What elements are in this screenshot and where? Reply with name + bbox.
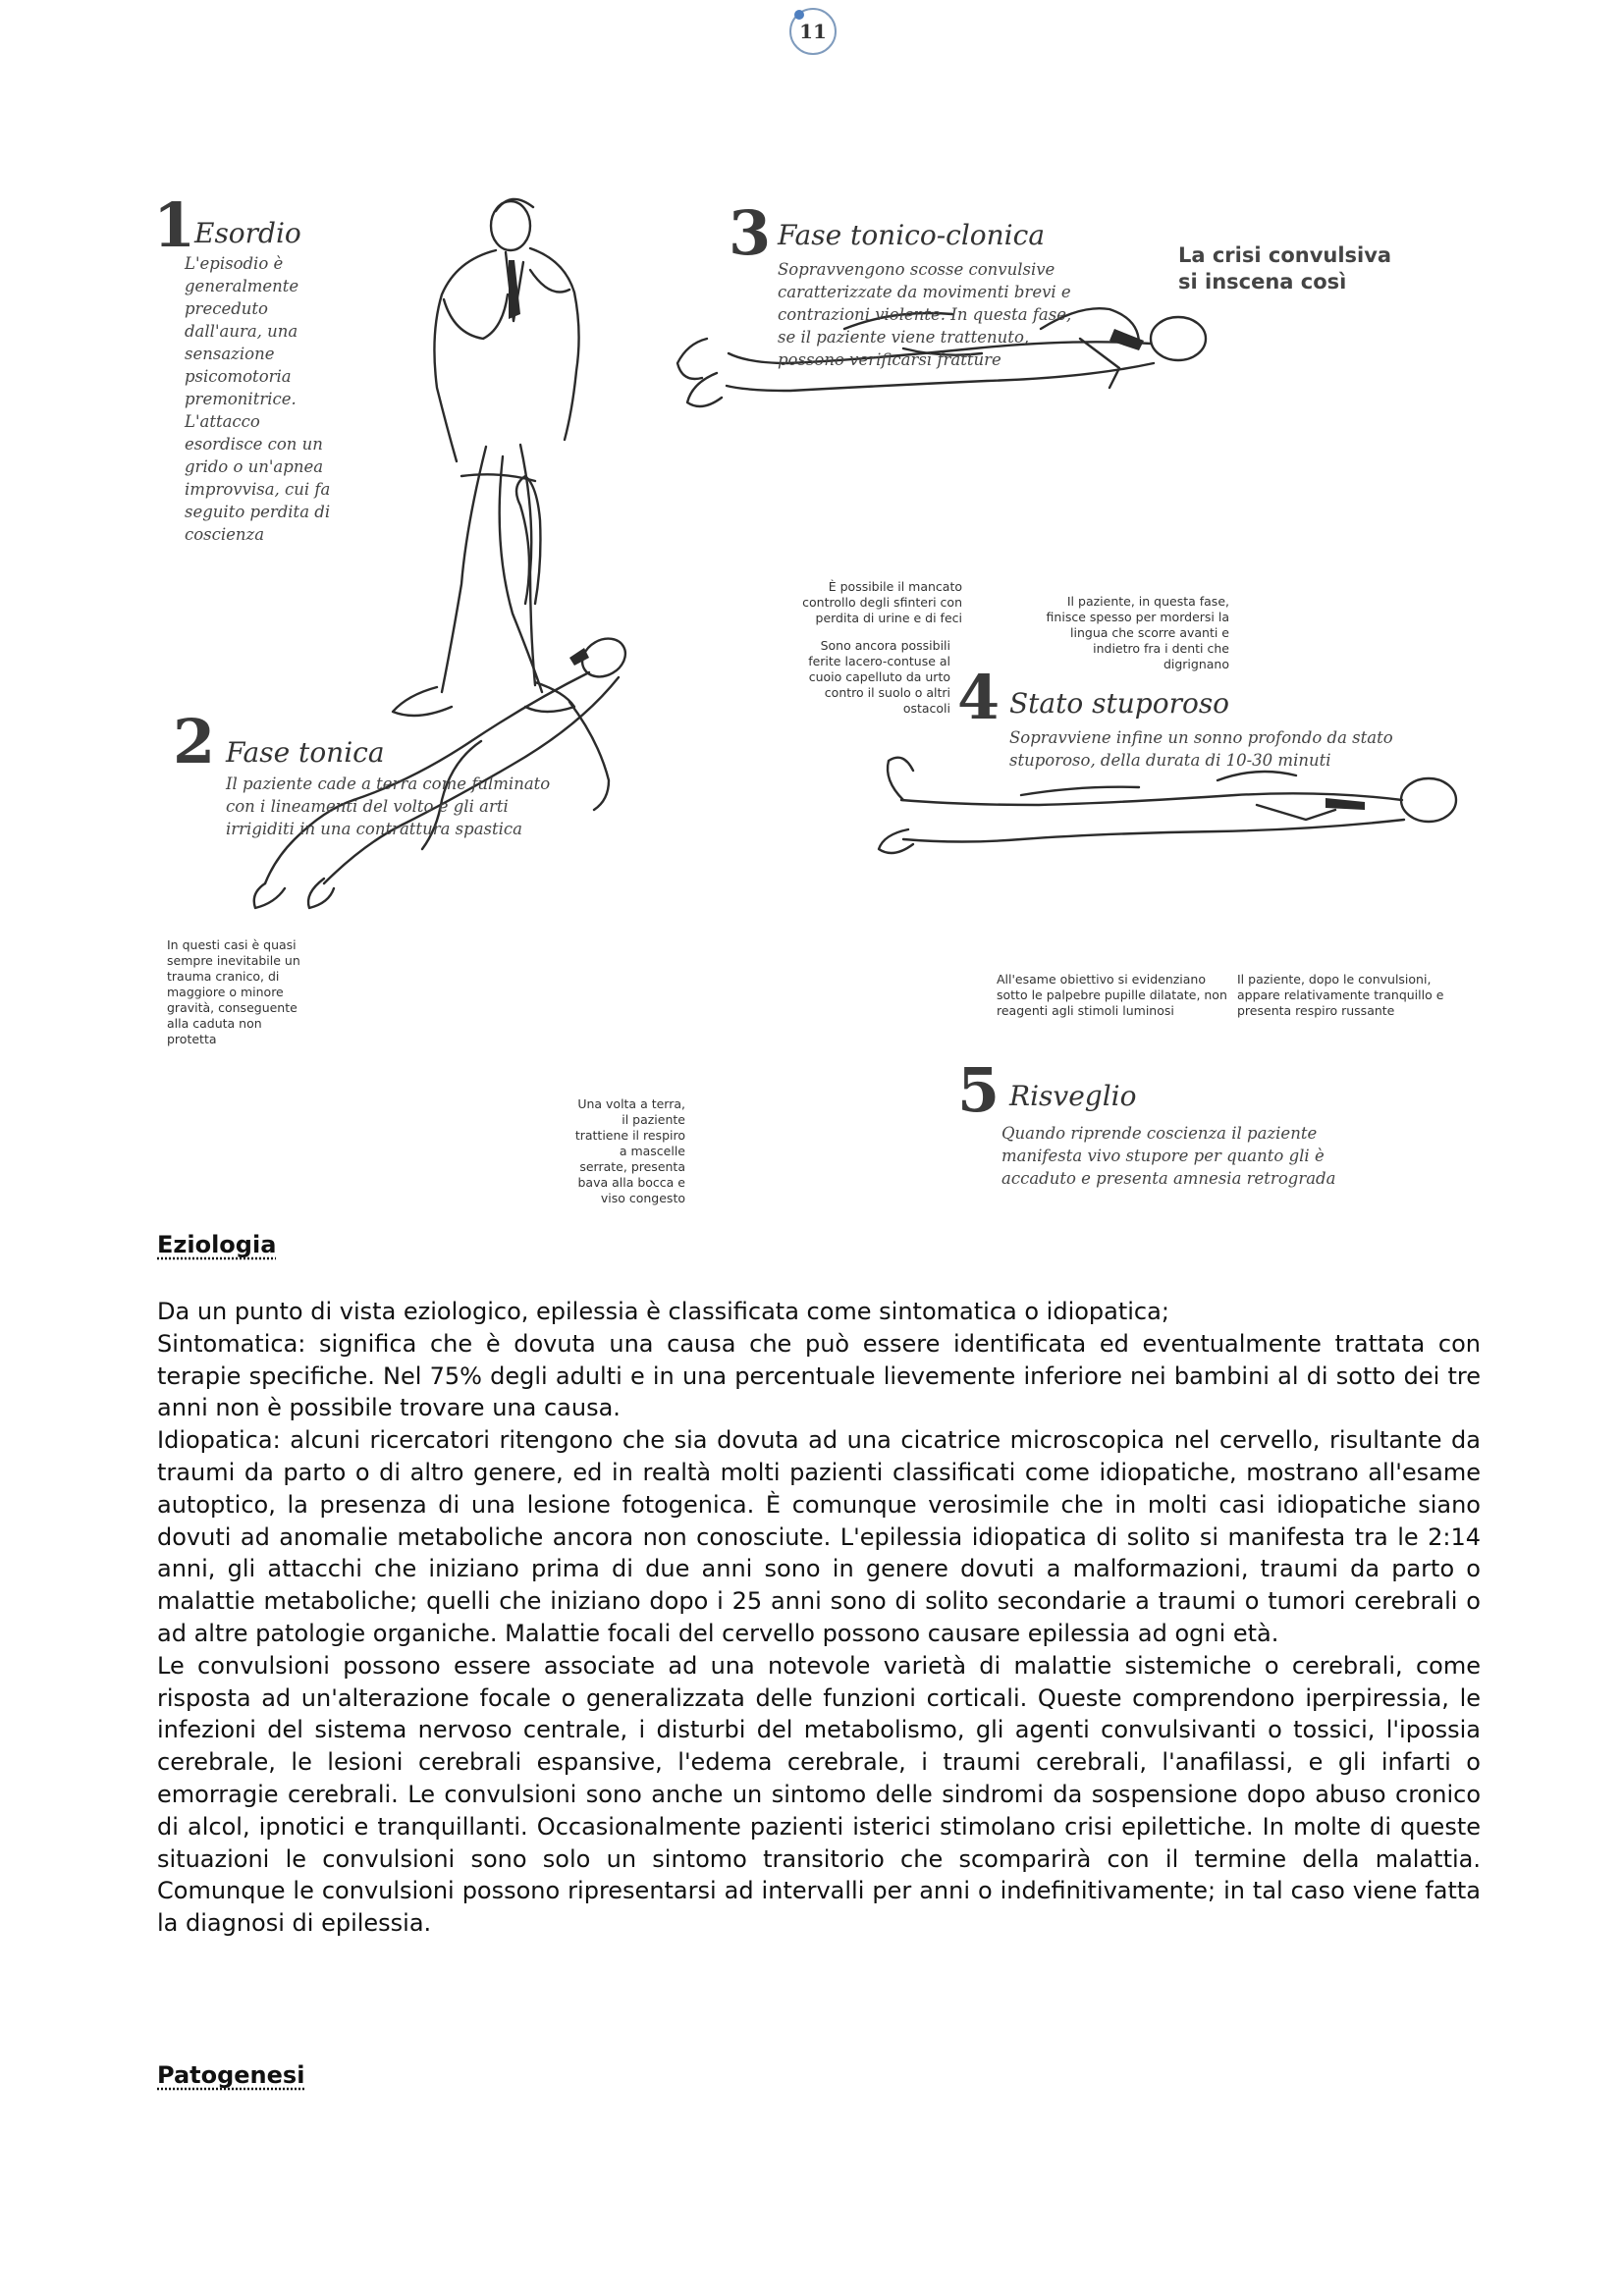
eziologia-paragraph-convulsioni: Le convulsioni possono essere associate ad una notevole varietà di malattie sistemiche o cerebrali, come risposta ad un'alterazione focale o generalizzata delle funzioni corticali. Queste comprendono iperpiressia, le infezioni del sistema nervoso centrale, i disturbi del metabolismo, gli agenti convulsivanti o tossici, l'ipossia cerebrale, le lesioni cerebrali espansive, l'edema cerebrale, i traumi cerebrali, l'anafilassi, e gli infarti o emorragie cerebrali. Le convulsioni sono anche un sintomo delle sindromi da sospensione dopo abuso cronico di alcol, ipnotici e tranquillanti. Occasionalmente pazienti isterici stimolano crisi epilettiche. In molte di queste situazioni le convulsioni sono solo un sintomo transitorio che scomparirà con il termine della malattia. Comunque le convulsioni possono ripresentarsi ad intervalli per anni o indefinitivamente; in tal caso viene fatta la diagnosi di epilessia. (157, 1651, 1481, 1938)
note-a-terra: Una volta a terra, il paziente trattiene il respiro a mascelle serrate, presenta bava alla bocca e viso congesto (574, 1096, 685, 1205)
phase-3-number: 3 (729, 197, 772, 269)
phase-1-number: 1 (153, 189, 196, 261)
note-esame: All'esame obiettivo si evidenziano sotto le palpebre pupille dilatate, non reagenti agli stimoli luminosi (997, 972, 1227, 1018)
note-sfinteri: È possibile il mancato controllo degli sfinteri con perdita di urine e di feci (802, 579, 962, 625)
lying-man-still-drawing (879, 758, 1456, 853)
phase-4-title: Stato stuporoso (1009, 687, 1230, 720)
seizure-phases-figure (153, 189, 1492, 1207)
badge-dot (794, 10, 804, 20)
phase-3-title: Fase tonico-clonica (778, 219, 1046, 251)
phase-5-description: Quando riprende coscienza il paziente manifesta vivo stupore per quanto gli è accaduto e presenta amnesia retrograda (1001, 1124, 1336, 1188)
patogenesi-heading: Patogenesi (157, 2061, 305, 2089)
page-number: 11 (799, 20, 827, 43)
phase-5-title: Risveglio (1009, 1080, 1137, 1112)
figure-headline: La crisi convulsiva si inscena così (1178, 243, 1392, 294)
phase-1-description: L'episodio è generalmente preceduto dall'aura, una sensazione psicomotoria premonitrice. L'attacco esordisce con un grido o un'apnea improvvisa, cui fa seguito perdita di coscienza (185, 254, 331, 544)
eziologia-body (157, 1296, 1481, 1940)
eziologia-paragraph-sintomatica: Sintomatica: significa che è dovuta una causa che può essere identificata ed eventualmente trattata con terapie specifiche. Nel 75% degli adulti e in una percentuale lievemente inferiore nei bambini al di sotto dei tre anni non è possibile trovare una causa. (157, 1329, 1481, 1422)
standing-man-drawing (393, 199, 579, 716)
phase-4-description: Sopravviene infine un sonno profondo da stato stuporoso, della durata di 10-30 minuti (1009, 728, 1393, 770)
phase-2-description: Il paziente cade a terra come fulminato con i lineamenti del volto e gli arti irrigiditi in una contrattura spastica (226, 774, 551, 838)
eziologia-heading: Eziologia (157, 1231, 277, 1258)
eziologia-paragraph-intro: Da un punto di vista eziologico, epilessia è classificata come sintomatica o idiopatica; (157, 1298, 1169, 1325)
eziologia-paragraph-idiopatica: Idiopatica: alcuni ricercatori ritengono che sia dovuta ad una cicatrice microscopica nel cervello, risultante da traumi da parto o di altro genere, ed in realtà molti pazienti classificati come idiopatiche, mostrano all'esame autoptico, la presenza di una lesione fotogenica. È comunque verosimile che in molti casi idiopatiche siano dovuti ad anomalie metaboliche ancora non conosciute. L'epilessia idiopatica di solito si manifesta tra le 2:14 anni, gli attacchi che iniziano prima di due anni sono in genere dovuti a malformazioni, traumi da parto o malattie metaboliche; quelli che iniziano dopo i 25 anni sono di solito secondarie a traumi o tumori cerebrali o ad altre patologie organiche. Malattie focali del cervello possono causare epilessia ad ogni età. (157, 1426, 1481, 1647)
note-dopo: Il paziente, dopo le convulsioni, appare relativamente tranquillo e presenta respiro russante (1237, 972, 1444, 1018)
phase-5-number: 5 (957, 1054, 1001, 1126)
note-ferite: Sono ancora possibili ferite lacero-contuse al cuoio capelluto da urto contro il suolo o altri ostacoli (808, 638, 950, 716)
phase-1-title: Esordio (194, 217, 301, 249)
phase-4-number: 4 (957, 662, 1001, 733)
phase-2-number: 2 (173, 706, 216, 777)
phase-3-description: Sopravvengono scosse convulsive caratterizzate da movimenti brevi e contrazioni violente. In questa fase, se il paziente viene trattenuto, possono verificarsi fratture (778, 260, 1072, 369)
page-number-badge (789, 8, 837, 55)
note-lingua: Il paziente, in questa fase, finisce spesso per mordersi la lingua che scorre avanti e indietro fra i denti che digrignano (1046, 594, 1229, 671)
phase-2-title: Fase tonica (226, 736, 385, 769)
note-trauma: In questi casi è quasi sempre inevitabile un trauma cranico, di maggiore o minore gravità, conseguente alla caduta non protetta (167, 937, 300, 1046)
